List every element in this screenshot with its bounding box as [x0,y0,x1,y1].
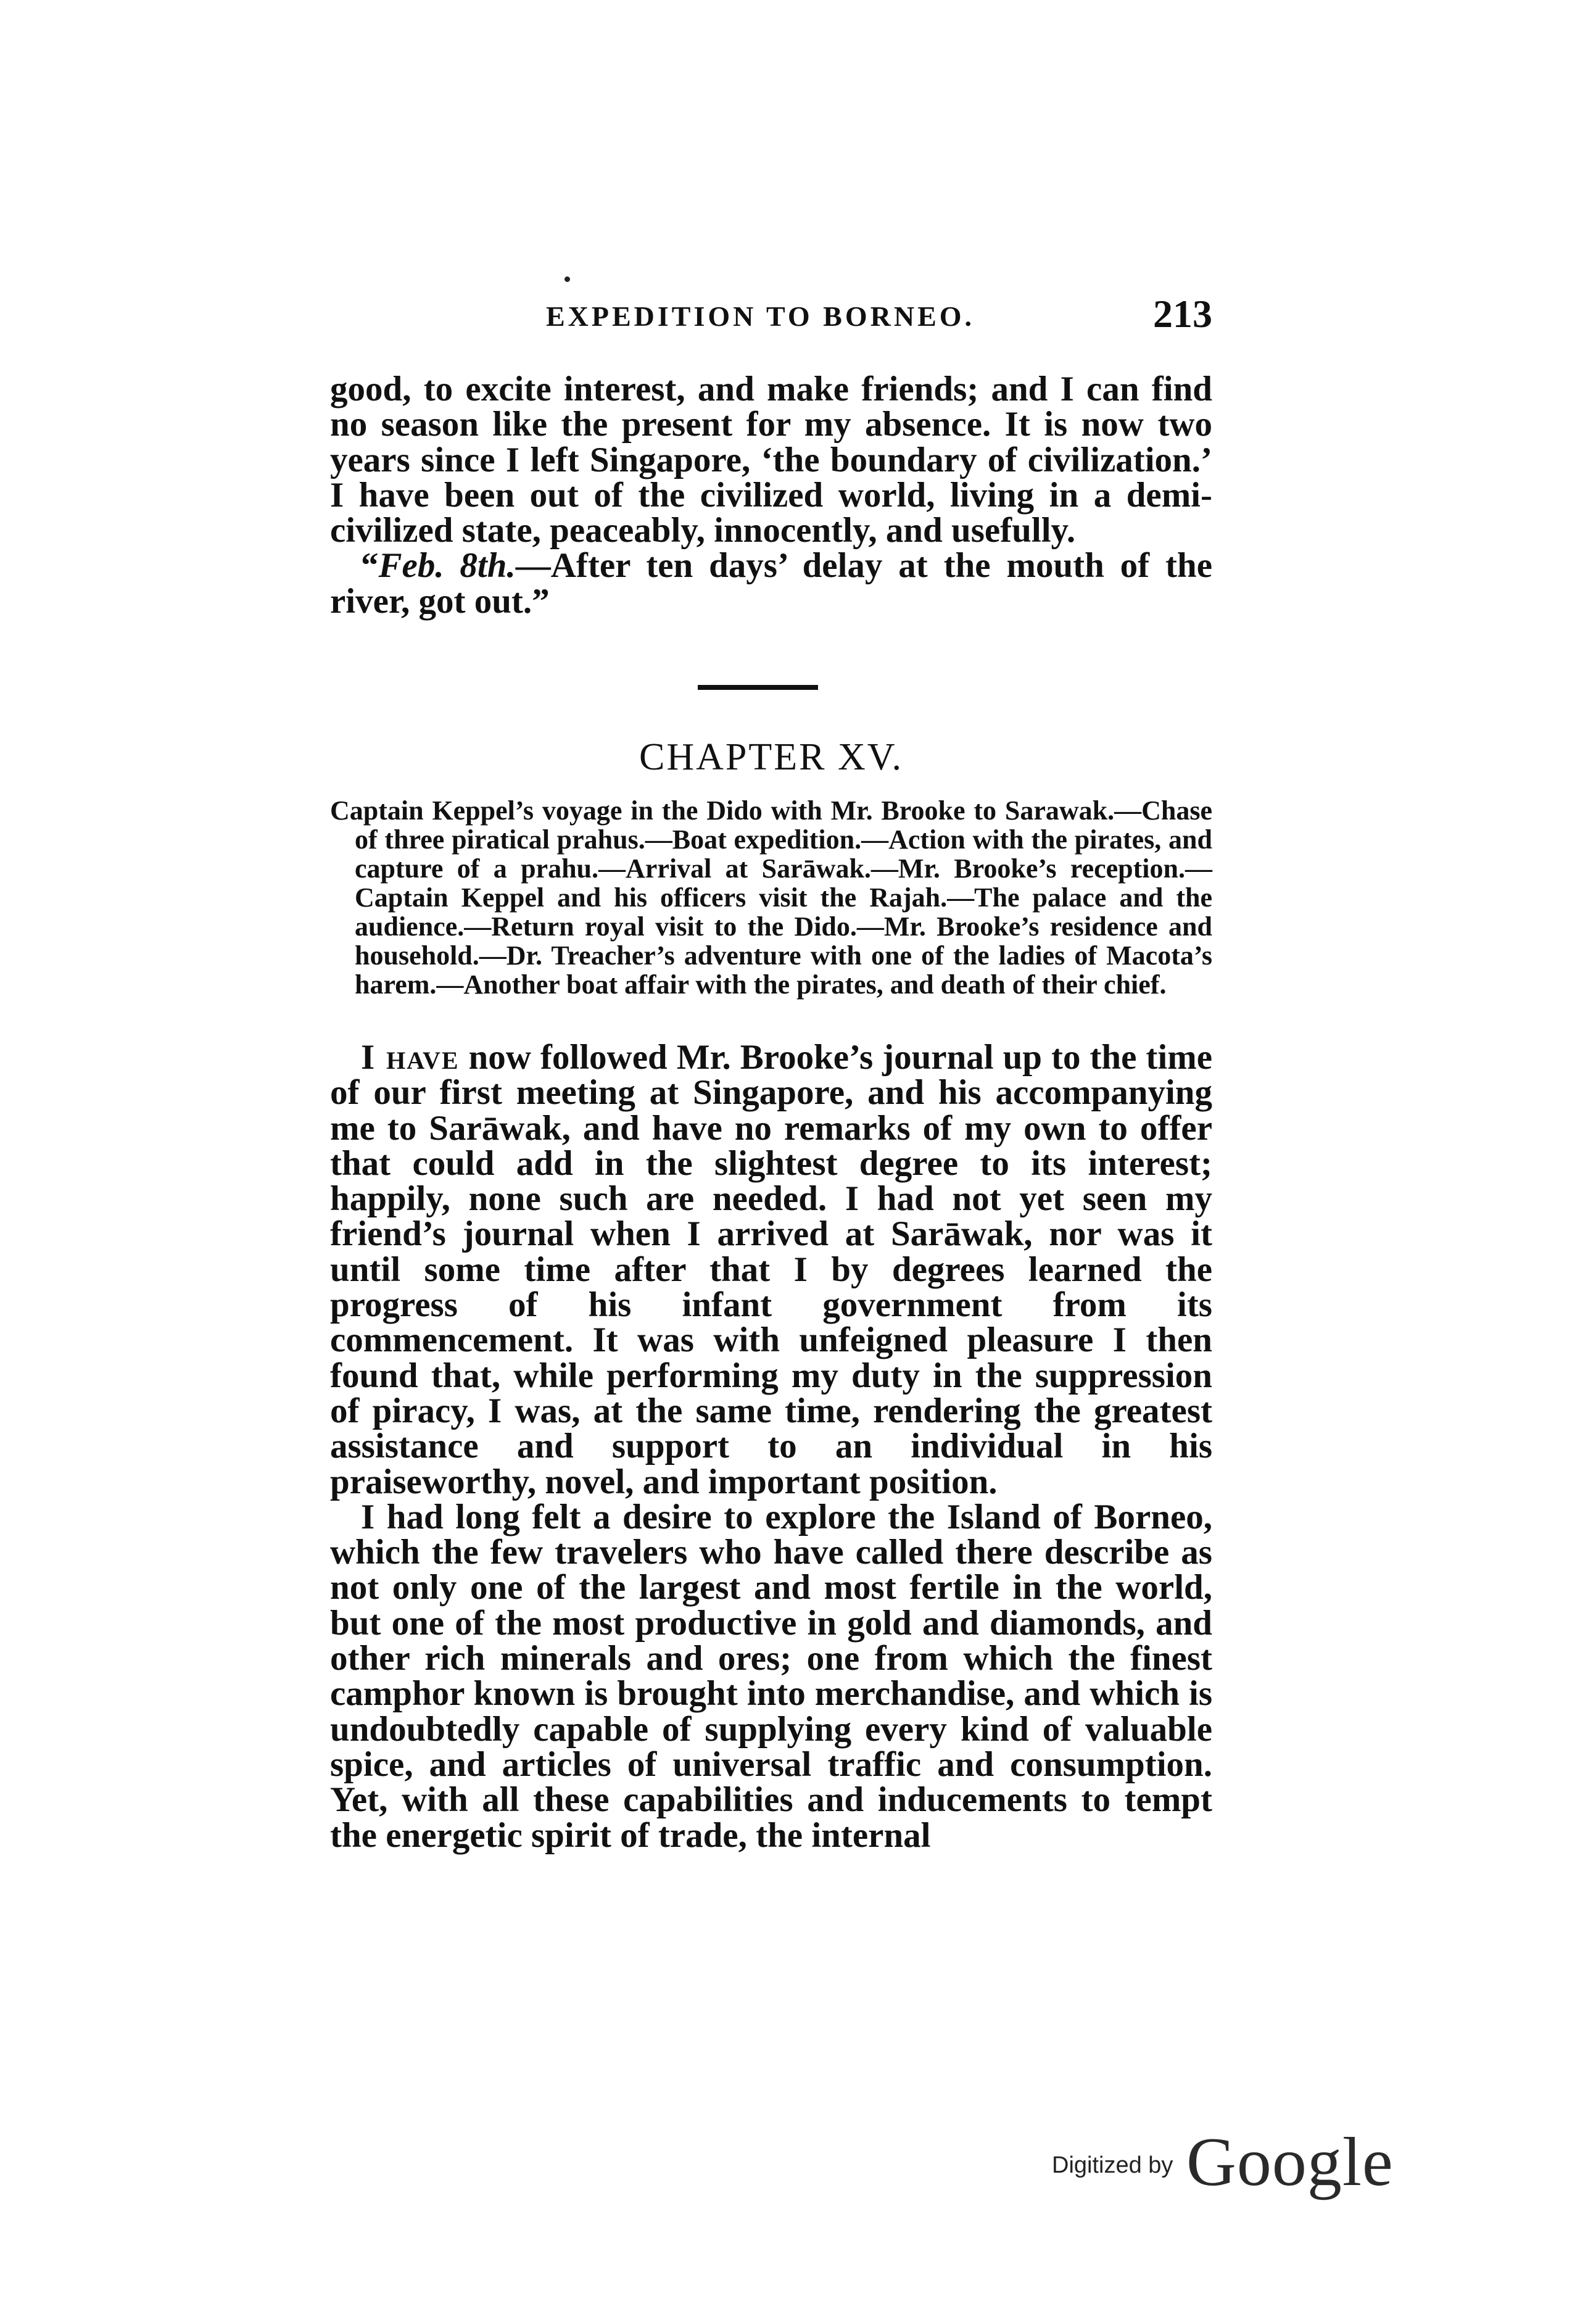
chapter-title: CHAPTER XV. [639,736,904,778]
journal-entry-paragraph [330,548,1212,619]
body-paragraph [330,1040,1212,1499]
continuation-text [330,371,1212,619]
chapter-body [330,1040,1212,1853]
printer-mark-dot [564,276,570,282]
digitized-by-google-watermark [1052,2123,1434,2200]
journal-entry-date: Feb. 8th. [378,546,516,586]
watermark-prefix: Digitized by [1052,2152,1173,2178]
paragraph-lead-words: I have [361,1038,460,1077]
section-divider-rule [698,685,818,690]
continuation-paragraph: good, to excite interest, and make friends; and I can find no season like the present for my absence. It is now two years since I left Singapore, ‘the boundary of civilization.’ I have been out of the civilized world, living in a demi-civilized state, peaceably, innocently, and usefully. [330,370,1212,550]
body-paragraph: I had long felt a desire to explore the Island of Borneo, which the few travelers who have called there describe as not only one of the largest and most fertile in the world, but one of the most productive in gold and diamonds, and other rich minerals and ores; one from which the finest camphor known is brought into merchandise, and which is undoubtedly capable of supplying every kind of valuable spice, and articles of universal traffic and consumption. Yet, with all these capabilities and inducements to tempt the energetic spirit of trade, the internal [330,1497,1212,1855]
chapter-synopsis [330,796,1212,999]
page-header [330,292,1212,344]
open-quote: “ [361,546,379,586]
running-head: EXPEDITION TO BORNEO. [546,301,975,332]
google-logo: Google [1186,2124,1394,2200]
chapter-synopsis-text: Captain Keppel’s voyage in the Dido with Mr. Brooke to Sarawak.—Chase of three piratical prahus.—Boat expedition.—Action with the pirates, and capture of a prahu.—Arrival at Sarāwak.—Mr. Brooke’s reception.—Captain Keppel and his officers visit the Rajah.—The palace and the audience.—Return royal visit to the Dido.—Mr. Brooke’s residence and household.—Dr. Treacher’s adventure with one of the ladies of Macota’s harem.—Another boat affair with the pirates, and death of their chief. [330,795,1212,1000]
journal-entry-text: —After ten days’ delay at the mouth of the river, got out.” [330,546,1213,621]
body-paragraph-text: now followed Mr. Brooke’s journal up to the time of our first meeting at Singapore, and his accompanying me to Sarāwak, and have no remarks of my own to offer that could add in the slightest degree to its interest; happily, none such are needed. I had not yet seen my friend’s journal when I arrived at Sarāwak, nor was it until some time after that I by degrees learned the progress of his infant government from its commencement. It was with unfeigned pleasure I then found that, while performing my duty in the suppression of piracy, I was, at the same time, rendering the greatest assistance and support to an individual in his praiseworthy, novel, and important position. [330,1038,1212,1501]
page-number: 213 [1153,292,1212,336]
